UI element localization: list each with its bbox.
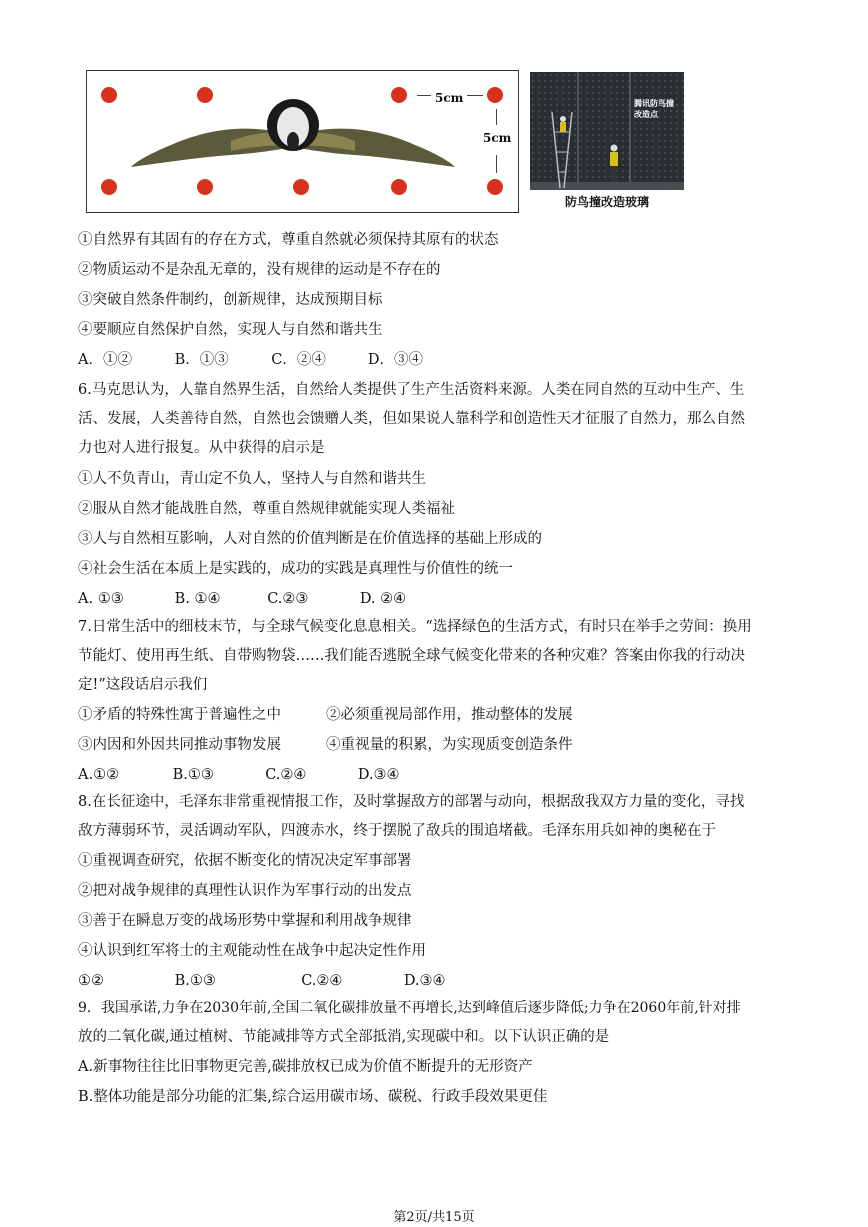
q7-option-c[interactable]: C.②④ bbox=[265, 767, 307, 783]
q7-option-d[interactable]: D.③④ bbox=[357, 767, 400, 783]
q8-statement-3: ③善于在瞬息万变的战场形势中掌握和利用战争规律 bbox=[78, 913, 412, 929]
q5-option-d[interactable]: D．③④ bbox=[367, 352, 423, 368]
q8-option-b[interactable]: B.①③ bbox=[174, 973, 216, 989]
dimension-label-vertical: 5cm bbox=[483, 131, 512, 145]
bird-dot-figure bbox=[86, 70, 519, 213]
q6-option-b[interactable]: B. ①④ bbox=[174, 591, 221, 607]
red-dot bbox=[487, 87, 503, 103]
dimension-label-horizontal: 5cm bbox=[435, 91, 464, 105]
photo-caption: 防鸟撞改造玻璃 bbox=[564, 195, 649, 209]
photo-sign-text: 腾讯防鸟撞改造点 bbox=[634, 99, 674, 119]
q6-option-d[interactable]: D. ②④ bbox=[359, 591, 407, 607]
q5-statement-1: ①自然界有其固有的存在方式，尊重自然就必须保持其原有的状态 bbox=[78, 232, 499, 248]
q6-option-c[interactable]: C.②③ bbox=[267, 591, 309, 607]
q8-statement-1: ①重视调查研究，依据不断变化的情况决定军事部署 bbox=[78, 853, 412, 869]
q6-options bbox=[78, 589, 406, 609]
q7-statement-3: ③内因和外因共同推动事物发展 bbox=[78, 737, 281, 753]
q9-stem-line-1: 9．我国承诺,力争在2030年前,全国二氧化碳排放量不再增长,达到峰值后逐步降低;力争在2060年前,针对排 bbox=[78, 1000, 741, 1016]
q6-statement-2: ②服从自然才能战胜自然，尊重自然规律就能实现人类福祉 bbox=[78, 501, 455, 517]
q6-statement-3: ③人与自然相互影响，人对自然的价值判断是在价值选择的基础上形成的 bbox=[78, 531, 542, 547]
q7-statement-1: ①矛盾的特殊性寓于普遍性之中 bbox=[78, 707, 281, 723]
q7-statements-row-1 bbox=[78, 705, 573, 725]
glass-photo-drawing bbox=[530, 72, 684, 190]
q8-statement-2: ②把对战争规律的真理性认识作为军事行动的出发点 bbox=[78, 883, 412, 899]
arrow-line bbox=[417, 95, 431, 96]
q6-stem-line-1: 6.马克思认为，人靠自然界生活，自然给人类提供了生产生活资料来源。人类在同自然的互动中生产、生 bbox=[78, 382, 745, 398]
arrow-line bbox=[496, 109, 497, 125]
red-dot bbox=[101, 179, 117, 195]
q8-stem-line-2: 敌方薄弱环节，灵活调动军队，四渡赤水，终于摆脱了敌兵的围追堵截。毛泽东用兵如神的奥秘在于 bbox=[78, 823, 716, 839]
red-dot bbox=[391, 179, 407, 195]
q8-option-a[interactable]: ①② bbox=[78, 973, 104, 989]
glass-photo bbox=[530, 72, 684, 190]
q9-stem-line-2: 放的二氧化碳,通过植树、节能减排等方式全部抵消,实现碳中和。以下认识正确的是 bbox=[78, 1029, 610, 1045]
q7-statement-2: ②必须重视局部作用，推动整体的发展 bbox=[326, 707, 573, 723]
q5-option-b[interactable]: B．①③ bbox=[174, 352, 229, 368]
q7-stem-line-2: 节能灯、使用再生纸、自带购物袋……我们能否逃脱全球气候变化带来的各种灾难？答案由你我的行动决 bbox=[78, 648, 745, 664]
q9-option-b[interactable]: B.整体功能是部分功能的汇集,综合运用碳市场、碳税、行政手段效果更佳 bbox=[78, 1089, 548, 1105]
q5-statement-3: ③突破自然条件制约，创新规律，达成预期目标 bbox=[78, 292, 383, 308]
red-dot bbox=[487, 179, 503, 195]
bird-illustration bbox=[131, 97, 455, 177]
q7-statements-row-2 bbox=[78, 735, 573, 755]
q7-statement-4: ④重视量的积累，为实现质变创造条件 bbox=[326, 737, 573, 753]
q5-option-c[interactable]: C．②④ bbox=[271, 352, 326, 368]
page-number: 第2页/共15页 bbox=[393, 1210, 475, 1225]
q8-options bbox=[78, 971, 446, 991]
q6-statement-1: ①人不负青山，青山定不负人，坚持人与自然和谐共生 bbox=[78, 471, 426, 487]
q7-stem-line-1: 7.日常生活中的细枝末节，与全球气候变化息息相关。“选择绿色的生活方式，有时只在举手之劳间：换用 bbox=[78, 619, 752, 635]
q8-option-c[interactable]: C.②④ bbox=[301, 973, 343, 989]
red-dot bbox=[293, 179, 309, 195]
q6-statement-4: ④社会生活在本质上是实践的，成功的实践是真理性与价值性的统一 bbox=[78, 561, 513, 577]
red-dot bbox=[197, 179, 213, 195]
q7-options bbox=[78, 765, 400, 785]
arrow-line bbox=[467, 95, 483, 96]
q5-options bbox=[78, 350, 423, 370]
q8-stem-line-1: 8.在长征途中，毛泽东非常重视情报工作，及时掌握敌方的部署与动向，根据敌我双方力量的变化，寻找 bbox=[78, 794, 745, 810]
q7-stem-line-3: 定!”这段话启示我们 bbox=[78, 677, 208, 693]
q8-option-d[interactable]: D.③④ bbox=[403, 973, 446, 989]
red-dot bbox=[101, 87, 117, 103]
q6-stem-line-3: 力也对人进行报复。从中获得的启示是 bbox=[78, 440, 325, 456]
q8-statement-4: ④认识到红军将士的主观能动性在战争中起决定性作用 bbox=[78, 943, 426, 959]
q6-stem-line-2: 活、发展，人类善待自然，自然也会馈赠人类，但如果说人靠科学和创造性天才征服了自然力，那么自然 bbox=[78, 411, 745, 427]
q6-option-a[interactable]: A. ①③ bbox=[78, 591, 124, 607]
q9-option-a[interactable]: A.新事物往往比旧事物更完善,碳排放权已成为价值不断提升的无形资产 bbox=[78, 1059, 533, 1075]
q7-option-b[interactable]: B.①③ bbox=[172, 767, 214, 783]
q5-statement-4: ④要顺应自然保护自然，实现人与自然和谐共生 bbox=[78, 322, 383, 338]
q5-option-a[interactable]: A．①② bbox=[78, 352, 132, 368]
q7-option-a[interactable]: A.①② bbox=[78, 767, 120, 783]
arrow-line bbox=[496, 155, 497, 173]
q5-statement-2: ②物质运动不是杂乱无章的，没有规律的运动是不存在的 bbox=[78, 262, 441, 278]
